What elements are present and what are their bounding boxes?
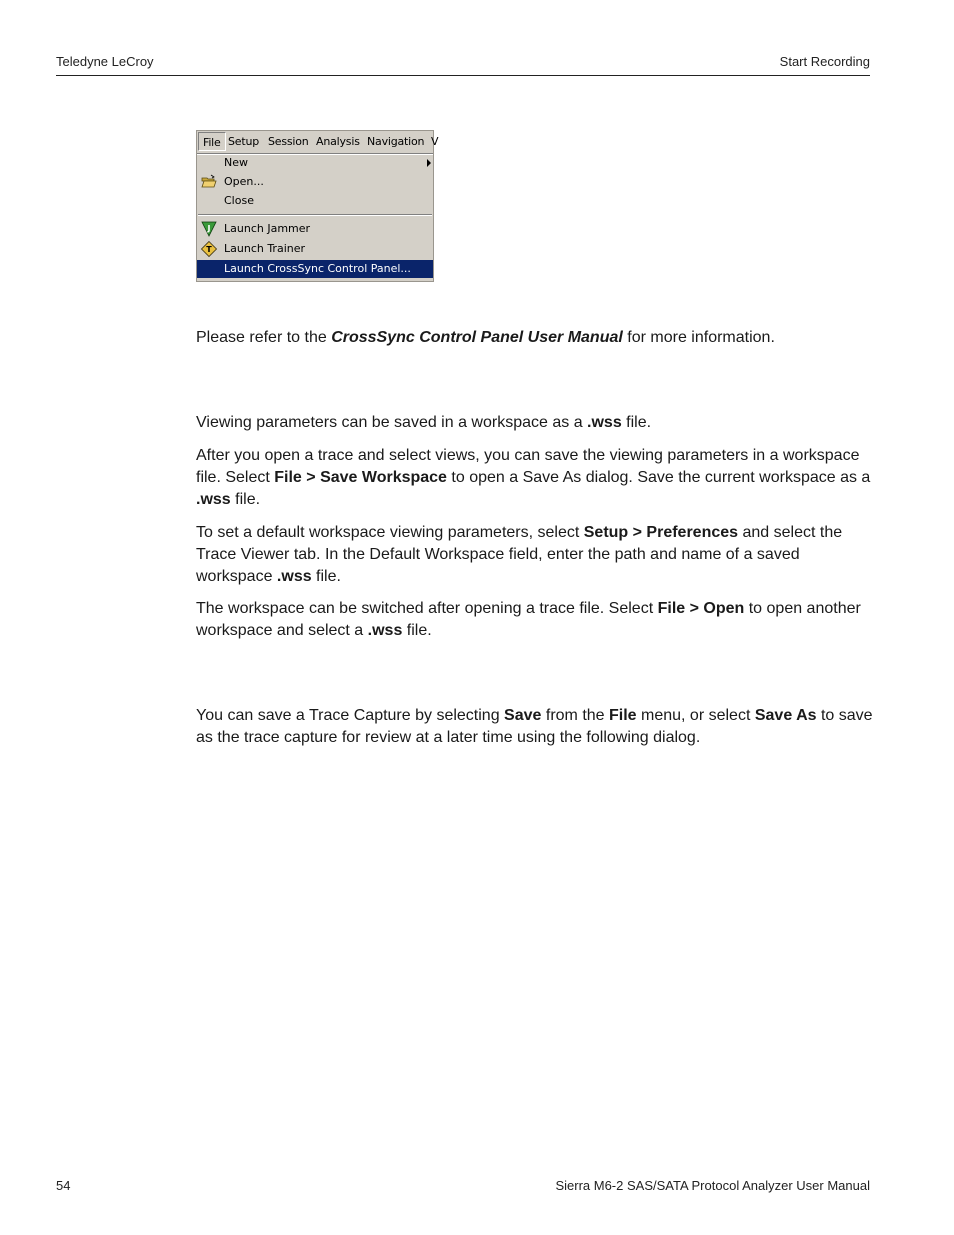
jammer-icon <box>201 221 217 237</box>
menu-session[interactable]: Session <box>268 135 309 148</box>
bold-term: .wss <box>196 491 231 508</box>
file-menu-screenshot <box>196 130 439 282</box>
bold-term: Save As <box>754 707 817 724</box>
text-segment: You can save a Trace Capture by selecting <box>196 707 505 724</box>
text-segment: menu, or select <box>636 707 755 724</box>
paragraph-switch-workspace <box>196 598 876 642</box>
running-header-left: Teledyne LeCroy <box>56 54 154 69</box>
text-segment: file. <box>311 568 341 585</box>
menu-item-launch-trainer-label: Launch Trainer <box>224 242 306 255</box>
text-segment: The workspace can be switched after opening a trace file. Select <box>196 600 658 617</box>
menu-item-launch-trainer[interactable] <box>197 240 433 258</box>
bold-term: .wss <box>587 414 622 431</box>
menu-setup[interactable]: Setup <box>228 135 260 148</box>
header-rule <box>56 75 870 76</box>
text-segment: file. <box>230 491 261 508</box>
text-segment: and select the Trace Viewer tab. In the Default Workspace field, enter the path and name of a saved workspace <box>196 524 843 585</box>
bold-term: .wss <box>276 568 312 585</box>
menu-item-open-label: Open... <box>224 175 264 188</box>
text-segment: to open a Save As dialog. Save the current workspace as a <box>446 469 871 486</box>
bold-term: File <box>609 707 637 724</box>
text-segment: from the <box>541 707 609 724</box>
menu-item-open[interactable] <box>197 173 433 191</box>
text-segment: file. <box>402 622 432 639</box>
menu-navigation[interactable]: Navigation <box>367 135 425 148</box>
running-header-right: Start Recording <box>779 54 870 69</box>
menu-item-launch-jammer-label: Launch Jammer <box>224 222 311 235</box>
paragraph-save-trace <box>196 705 876 749</box>
text-segment: for more information. <box>622 329 775 346</box>
menu-view-truncated[interactable]: V <box>431 135 439 148</box>
trainer-icon <box>201 241 217 257</box>
bold-term: File > Open <box>657 600 745 617</box>
bold-term: File > Save Workspace <box>274 469 447 486</box>
menu-divider-light <box>198 215 432 216</box>
running-footer-title: Sierra M6-2 SAS/SATA Protocol Analyzer User Manual <box>555 1178 870 1193</box>
menu-item-launch-jammer[interactable] <box>197 220 433 238</box>
menu-analysis[interactable]: Analysis <box>316 135 360 148</box>
menu-file[interactable]: File <box>198 132 226 151</box>
menu-item-launch-crosssync-label: Launch CrossSync Control Panel... <box>224 262 411 275</box>
svg-text:T: T <box>206 245 212 254</box>
page-number: 54 <box>56 1178 71 1193</box>
text-segment: Please refer to the <box>196 329 332 346</box>
menu-item-close[interactable] <box>197 192 433 210</box>
bold-term: Save <box>504 707 542 724</box>
bold-term: .wss <box>367 622 403 639</box>
text-segment: After you open a trace and select views, you can save the viewing parameters in a workspace file. Select <box>196 447 860 486</box>
menu-item-launch-crosssync[interactable] <box>197 260 433 278</box>
submenu-arrow-icon <box>427 159 431 167</box>
manual-title-reference: CrossSync Control Panel User Manual <box>331 329 623 346</box>
text-segment: To set a default workspace viewing parameters, select <box>196 524 584 541</box>
paragraph-refer-manual <box>196 327 876 349</box>
paragraph-default-workspace <box>196 522 876 588</box>
text-segment: to save as the trace capture for review at a later time using the following dialog. <box>196 707 873 746</box>
menu-item-new-label: New <box>224 156 248 169</box>
bold-term: Setup > Preferences <box>583 524 739 541</box>
svg-text:J: J <box>207 224 211 233</box>
menu-item-new[interactable] <box>197 154 433 172</box>
text-segment: file. <box>621 414 652 431</box>
text-segment: Viewing parameters can be saved in a workspace as a <box>196 414 588 431</box>
paragraph-workspace-intro <box>196 412 876 434</box>
paragraph-save-workspace <box>196 445 876 511</box>
menu-item-close-label: Close <box>224 194 254 207</box>
folder-open-icon <box>201 174 217 190</box>
text-segment: to open another workspace and select a <box>196 600 861 639</box>
menu-bar <box>197 131 439 153</box>
